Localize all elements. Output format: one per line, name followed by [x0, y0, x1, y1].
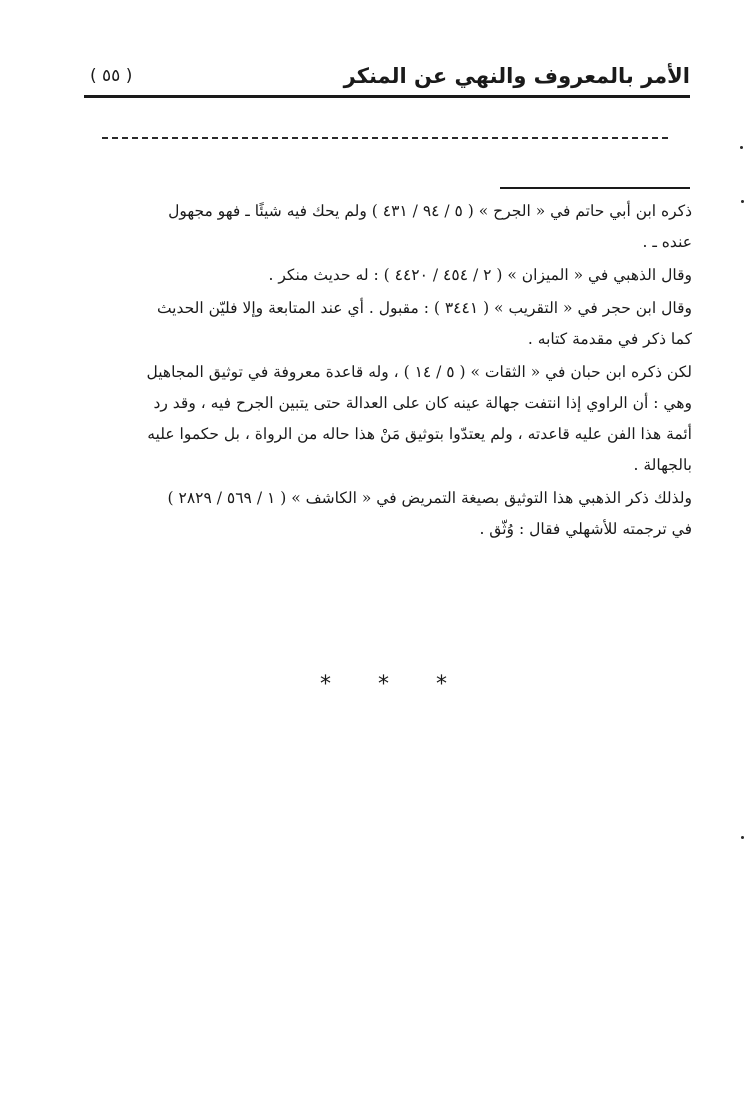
- scan-speck: [741, 200, 744, 203]
- footnote-rule: [500, 187, 690, 189]
- footnote-paragraph: [84, 293, 692, 355]
- footnote-line: وهي : أن الراوي إذا انتفت جهالة عينه كان على العدالة حتى يتبين الجرح فيه ، وقد رد: [153, 394, 692, 412]
- footnote-line: بالجهالة .: [633, 456, 692, 474]
- dashed-separator: [102, 137, 668, 139]
- footnote-line: وقال ابن حجر في « التقريب » ( ٣٤٤١ ) : مقبول . أي عند المتابعة وإلا فليّن الحديث: [156, 299, 692, 317]
- footnote-paragraph: [84, 260, 692, 291]
- footnotes: [84, 196, 692, 547]
- footnote-paragraph: [84, 357, 692, 481]
- footnote-line: لكن ذكره ابن حبان في « الثقات » ( ٥ / ١٤ ) ، وله قاعدة معروفة في توثيق المجاهيل: [146, 363, 692, 381]
- footnote-paragraph: [84, 196, 692, 258]
- footnote-line: ولذلك ذكر الذهبي هذا التوثيق بصيغة التمريض في « الكاشف » ( ١ / ٥٦٩ / ٢٨٢٩ ): [167, 489, 692, 507]
- scan-speck: [741, 836, 744, 839]
- footnote-line: في ترجمته للأشهلي فقال : وُثّق .: [479, 520, 692, 538]
- running-head: [82, 62, 690, 92]
- footnote-line: كما ذكر في مقدمة كتابه .: [527, 330, 692, 348]
- footnote-line: ذكره ابن أبي حاتم في « الجرح » ( ٥ / ٩٤ / ٤٣١ ) ولم يحك فيه شيئًا ـ فهو مجهول: [168, 202, 692, 220]
- section-separator-stars: * * *: [320, 672, 467, 697]
- page-number: ( ٥٥ ): [90, 66, 133, 86]
- footnote-line: أئمة هذا الفن عليه قاعدته ، ولم يعتدّوا بتوثيق مَنْ هذا حاله من الرواة ، بل حكموا عليه: [147, 425, 692, 443]
- scan-speck: [740, 146, 743, 149]
- running-title: الأمر بالمعروف والنهي عن المنكر: [343, 64, 690, 88]
- footnote-line: وقال الذهبي في « الميزان » ( ٢ / ٤٥٤ / ٤٤٢٠ ) : له حديث منكر .: [268, 266, 692, 284]
- footnote-paragraph: [84, 483, 692, 545]
- footnote-line: عنده ـ .: [642, 233, 692, 251]
- header-rule: [84, 95, 690, 98]
